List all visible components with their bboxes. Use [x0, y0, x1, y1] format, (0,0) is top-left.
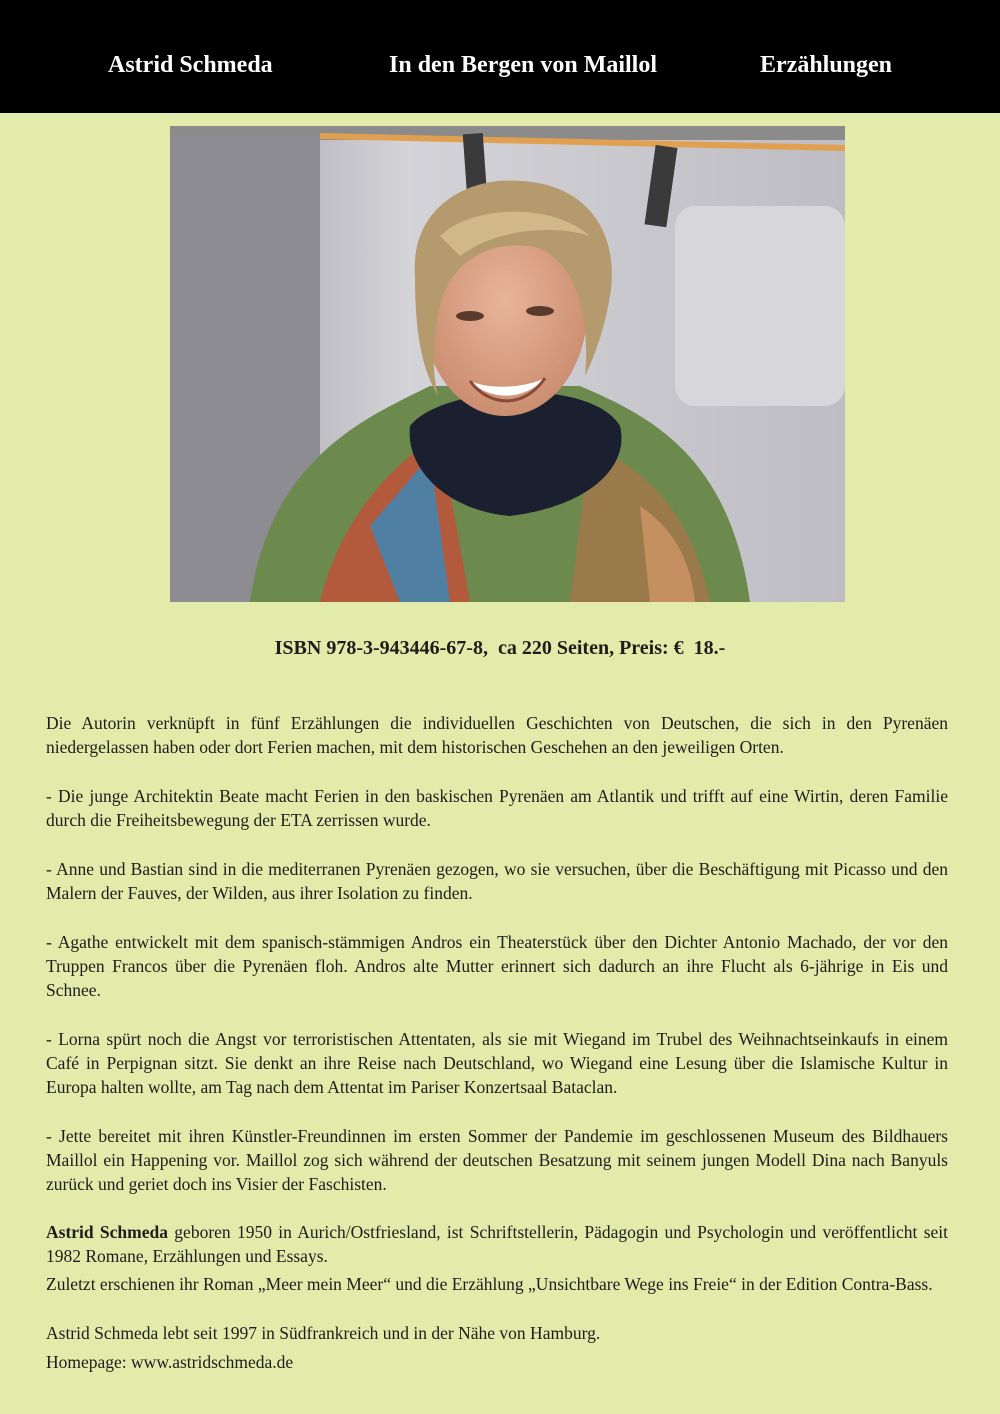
header-book-title: In den Bergen von Maillol: [389, 52, 658, 78]
story-paragraph: - Die junge Architektin Beate macht Ferien in den baskischen Pyrenäen am Atlantik und trifft auf eine Wirtin, deren Familie durch die Freiheitsbewegung der ETA zerrissen wurde.: [46, 786, 948, 830]
intro-paragraph: Die Autorin verknüpft in fünf Erzählungen die individuellen Geschichten von Deutschen, die sich in den Pyrenäen niedergelassen haben oder dort Ferien machen, mit dem historischen Geschehen an den jeweiligen Orten.: [46, 713, 948, 757]
story-paragraph: - Agathe entwickelt mit dem spanisch-stämmigen Andros ein Theaterstück über den Dichter Antonio Machado, der vor den Truppen Francos über die Pyrenäen floh. Andros alte Mutter erinnert sich dadurch an ihre Flucht als 6-jährige in Eis und Schnee.: [46, 932, 948, 1000]
story-paragraph: - Lorna spürt noch die Angst vor terroristischen Attentaten, als sie mit Wiegand im Trubel des Weihnachtseinkaufs in einem Café in Perpignan sitzt. Sie denkt an ihre Reise nach Deutschland, wo Wiegand eine Lesung über die Islamische Kultur in Europa halten wollte, am Tag nach dem Attentat im Pariser Konzertsaal Bataclan.: [46, 1029, 948, 1097]
story-paragraph: - Anne und Bastian sind in die mediterranen Pyrenäen gezogen, wo sie versuchen, über die Beschäftigung mit Picasso und den Malern der Fauves, der Wilden, aus ihrer Isolation zu finden.: [46, 859, 948, 903]
bio-author-name: Astrid Schmeda: [46, 1222, 168, 1242]
header-genre: Erzählungen: [760, 52, 893, 78]
author-photo: [170, 126, 845, 602]
bio-text: geboren 1950 in Aurich/Ostfriesland, ist Schriftstellerin, Pädagogin und Psychologin und veröffentlicht seit 1982 Romane, Erzählungen und Essays.: [46, 1222, 948, 1266]
bio-paragraph: [46, 1220, 948, 1268]
bio-publications: Zuletzt erschienen ihr Roman „Meer mein Meer“ und die Erzählung „Unsichtbare Wege ins Freie“ in der Edition Contra-Bass.: [46, 1274, 933, 1294]
header-author: Astrid Schmeda: [108, 52, 273, 78]
header-bar: [0, 0, 1000, 113]
bio-residence: Astrid Schmeda lebt seit 1997 in Südfrankreich und in der Nähe von Hamburg.: [46, 1323, 601, 1343]
isbn-line: ISBN 978-3-943446-67-8, ca 220 Seiten, Preis: € 18.-: [274, 637, 726, 659]
homepage-link[interactable]: Homepage: www.astridschmeda.de: [46, 1352, 294, 1372]
story-paragraph: - Jette bereitet mit ihren Künstler-Freundinnen im ersten Sommer der Pandemie im geschlossenen Museum des Bildhauers Maillol ein Happening vor. Maillol zog sich während der deutschen Besatzung mit seinem jungen Modell Dina nach Banyuls zurück und geriet doch ins Visier der Faschisten.: [46, 1126, 948, 1194]
